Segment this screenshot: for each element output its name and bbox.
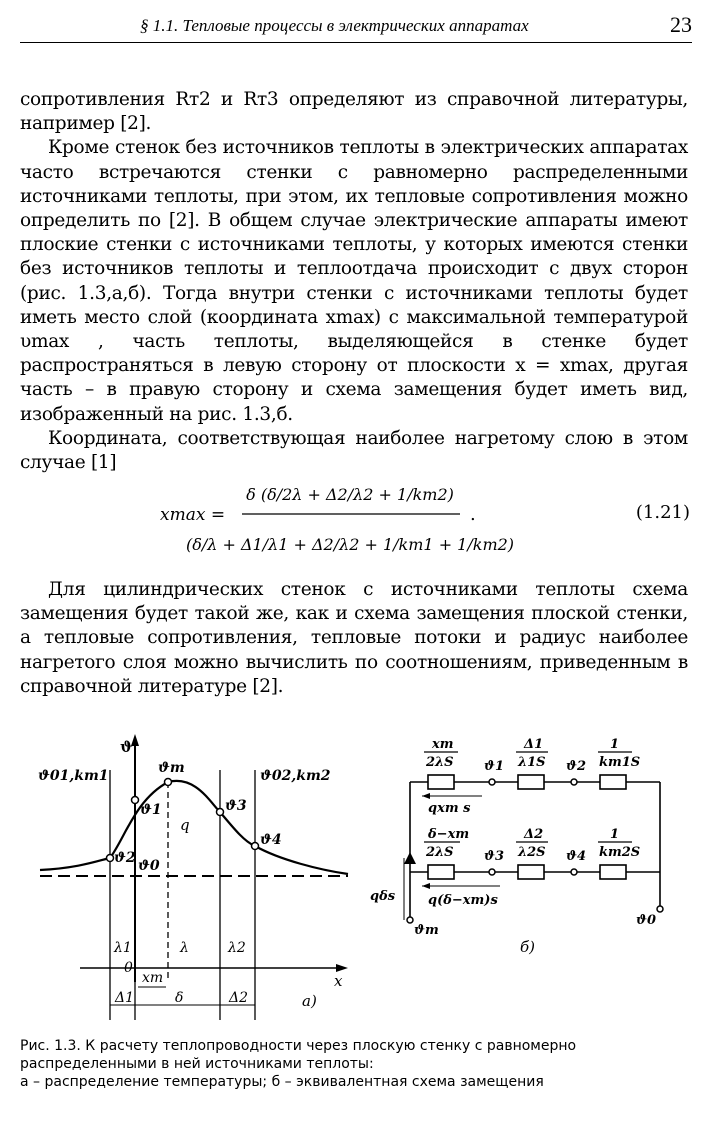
running-header xyxy=(20,14,692,43)
label-lambda2: λ2 xyxy=(228,940,246,956)
resistor-r2 xyxy=(518,775,544,789)
label-theta1: ϑ1 xyxy=(140,802,162,818)
r6-denominator: kт2S xyxy=(599,845,641,860)
resistor-r1 xyxy=(428,775,454,789)
r2-numerator: Δ1 xyxy=(524,737,544,752)
formula-1-21 xyxy=(150,462,690,572)
resistor-r4 xyxy=(428,865,454,879)
figure-caption xyxy=(20,1037,688,1091)
caption-line-2: а – распределение температуры; б – эквивалентная схема замещения xyxy=(20,1074,544,1090)
theta-0-node: ϑ0 xyxy=(636,913,657,928)
paragraph-1: сопротивления Rт2 и Rт3 определяют из справочной литературы, например [2]. xyxy=(20,89,688,135)
paragraph-3: Координата, соответствующая наиболее нагретому слою в этом случае [1] xyxy=(20,427,688,474)
source-label: qδs xyxy=(370,889,396,904)
label-delta1: Δ1 xyxy=(115,990,135,1006)
t1-label: ϑ1 xyxy=(484,759,505,774)
label-theta0: ϑ0 xyxy=(138,858,160,874)
label-origin: 0 xyxy=(124,960,133,976)
r2-denominator: λ1S xyxy=(518,755,546,770)
paragraph-2: Кроме стенок без источников теплоты в электрических аппаратах часто встречаются стенки с равномерно распределенными источниками теплоты, при этом, их тепловые сопротивления можно определить по [2]. В общем случае электрические аппараты имеют плоские стенки с источниками теплоты, у которых имеются стенки без источников теплоты и теплоотдача происходит с двух сторон (рис. 1.3,а,б). Тогда внутри стенки с источниками теплоты будет иметь место слой (координата xmax) с максимальной температурой υmax , часть теплоты, выделяющейся в стенке будет распространяться в левую сторону от плоскости x = xmax, другая часть – в правую сторону и схема замещения будет иметь вид, изображенный на рис. 1.3,б. xyxy=(20,137,688,425)
label-theta3: ϑ3 xyxy=(225,798,247,814)
x-axis-arrow xyxy=(336,964,348,972)
figure-b-equivalent-circuit xyxy=(370,730,700,990)
point-theta2 xyxy=(107,855,114,862)
label-xm: xm xyxy=(142,970,164,986)
page-number: 23 xyxy=(670,12,692,37)
r1-denominator: 2λS xyxy=(426,755,454,770)
label-theta-m: ϑm xyxy=(158,760,185,776)
axis-x-label: x xyxy=(334,972,343,990)
point-theta-m xyxy=(165,779,172,786)
formula-numerator: δ (δ/2λ + Δ2/λ2 + 1/kт2) xyxy=(246,485,454,504)
resistor-r5 xyxy=(518,865,544,879)
r4-denominator: 2λS xyxy=(426,845,454,860)
flow-bottom: q(δ−xm)s xyxy=(428,893,498,908)
body-text-bottom xyxy=(20,578,688,699)
point-theta1 xyxy=(132,797,139,804)
r5-numerator: Δ2 xyxy=(524,827,544,842)
resistor-r3 xyxy=(600,775,626,789)
r3-numerator: 1 xyxy=(610,737,620,752)
figure-a-temperature-plot xyxy=(20,730,360,1020)
label-figure-a: а) xyxy=(302,992,317,1010)
flow-top: qxm s xyxy=(428,801,471,816)
formula-denominator: (δ/λ + Δ1/λ1 + Δ2/λ2 + 1/kт1 + 1/kт2) xyxy=(185,535,515,554)
running-title: § 1.1. Тепловые процессы в электрических аппаратах xyxy=(140,16,529,35)
label-theta2: ϑ2 xyxy=(114,850,136,866)
label-lambda: λ xyxy=(180,940,189,956)
body-text-top xyxy=(20,88,688,475)
theta-m-node: ϑm xyxy=(414,923,439,938)
equation-number: (1.21) xyxy=(635,502,690,523)
label-delta: δ xyxy=(175,990,184,1006)
axis-y-label: ϑ xyxy=(120,738,133,756)
label-figure-b: б) xyxy=(520,938,536,956)
temperature-curve xyxy=(40,781,348,874)
r3-denominator: kт1S xyxy=(599,755,641,770)
label-theta4: ϑ4 xyxy=(260,832,282,848)
formula-lhs: xmax = xyxy=(160,505,226,525)
caption-line-1: Рис. 1.3. К расчету теплопроводности через плоскую стенку с равномерно распределенными в ней источниками теплоты: xyxy=(20,1038,577,1072)
label-q: q xyxy=(180,816,190,834)
svg-text:.: . xyxy=(470,504,476,525)
label-right-boundary: ϑ02,kт2 xyxy=(260,768,331,784)
resistor-r6 xyxy=(600,865,626,879)
t2-label: ϑ2 xyxy=(566,759,587,774)
r6-numerator: 1 xyxy=(610,827,620,842)
point-theta4 xyxy=(252,843,259,850)
t3-label: ϑ3 xyxy=(484,849,505,864)
label-left-boundary: ϑ01,kт1 xyxy=(38,768,109,784)
t4-label: ϑ4 xyxy=(566,849,587,864)
r1-numerator: xm xyxy=(432,737,454,752)
r4-numerator: δ−xm xyxy=(428,827,470,842)
r5-denominator: λ2S xyxy=(518,845,546,860)
paragraph-4: Для цилиндрических стенок с источниками теплоты схема замещения будет такой же, как и схема замещения плоской стенки, а тепловые сопротивления, тепловые потоки и радиус наиболее нагретого слоя можно вычислить по соотношениям, приведенным в справочной литературе [2]. xyxy=(20,579,688,697)
label-lambda1: λ1 xyxy=(114,940,132,956)
point-theta3 xyxy=(217,809,224,816)
formula-graphic xyxy=(150,462,690,572)
label-delta2: Δ2 xyxy=(229,990,249,1006)
